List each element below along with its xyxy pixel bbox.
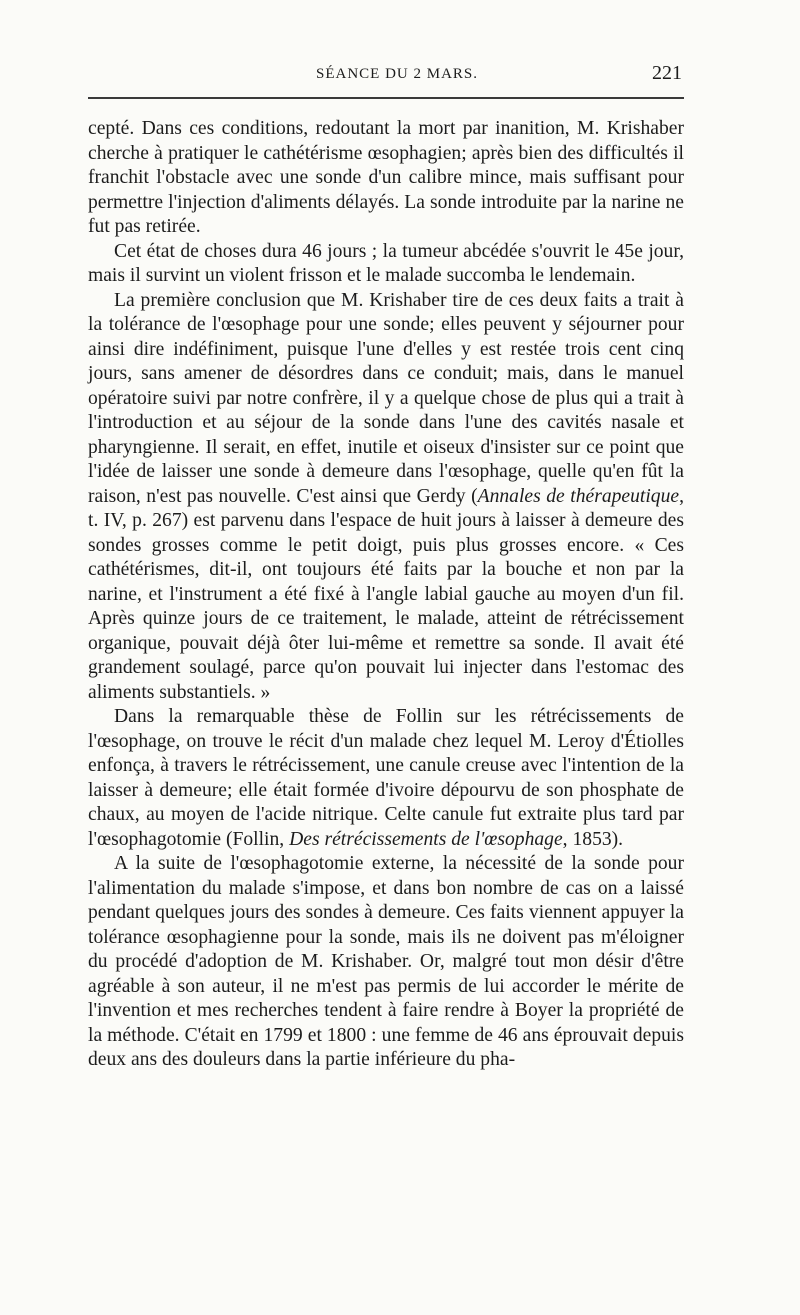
body-text bbox=[88, 117, 684, 1073]
paragraph-1: cepté. Dans ces conditions, redoutant la mort par inanition, M. Krishaber cherche à pratiquer le cathétérisme œsophagien; après bien des difficultés il franchit l'obstacle avec une sonde d'un calibre mince, mais suffisant pour permettre l'injection d'aliments délayés. La sonde introduite par la narine ne fut pas retirée. bbox=[88, 118, 684, 237]
paragraph-4-part-2: , 1853). bbox=[562, 828, 624, 850]
paragraph-4 bbox=[88, 705, 684, 852]
citation-follin: Des rétrécissements de l'œsophage bbox=[289, 828, 563, 850]
paragraph-3-part-1: La première conclusion que M. Krishaber tire de ces deux faits a trait à la tolérance de l'œsophage pour une sonde; elles peuvent y séjourner pour ainsi dire indéfiniment, puisque l'une d'elles y est restée trois cent cinq jours, sans amener de désordres dans ce conduit; mais, dans le manuel opératoire suivi par notre confrère, il y a quelque chose de plus qui a trait à l'introduction et au séjour de la sonde dans l'une des cavités nasale et pharyngienne. Il serait, en effet, inutile et oiseux d'insister sur ce point que l'idée de laisser une sonde à demeure dans l'œsophage, quelle qu'en fût la raison, n'est pas nouvelle. C'est ainsi que Gerdy ( bbox=[88, 289, 684, 507]
paragraph-3 bbox=[88, 289, 684, 706]
paragraph-5: A la suite de l'œsophagotomie externe, la nécessité de la sonde pour l'alimentation du malade s'impose, et dans bon nombre de cas on a laissé pendant quelques jours des sondes à demeure. Ces faits viennent appuyer la tolérance œsophagienne pour la sonde, mais ils ne doivent pas m'éloigner du procédé d'adoption de M. Krishaber. Or, malgré tout mon désir d'être agréable à son auteur, il ne m'est pas permis de lui accorder le mérite de l'invention et mes recherches tendent à faire rendre à Boyer la propriété de la méthode. C'était en 1799 et 1800 : une femme de 46 ans éprouvait depuis deux ans des douleurs dans la partie inférieure du pha- bbox=[88, 853, 684, 1070]
header-rule bbox=[88, 97, 684, 99]
citation-annales: Annales de thérapeutique bbox=[477, 485, 680, 507]
running-title: SÉANCE DU 2 MARS. bbox=[316, 66, 479, 82]
paragraph-4-part-1: Dans la remarquable thèse de Follin sur les rétrécissements de l'œsophage, on trouve le récit d'un malade chez lequel M. Leroy d'Étiolles enfonça, à travers le rétrécissement, une canule creuse avec l'intention de la laisser à demeure; elle était formée d'ivoire dépourvu de son phosphate de chaux, au moyen de l'acide nitrique. Celte canule fut extraite plus tard par l'œsophagotomie (Follin, bbox=[88, 706, 684, 850]
page-header bbox=[88, 62, 684, 92]
paragraph-2: Cet état de choses dura 46 jours ; la tumeur abcédée s'ouvrit le 45e jour, mais il survint un violent frisson et le malade succomba le lendemain. bbox=[88, 240, 684, 286]
paragraph-3-part-2: , t. IV, p. 267) est parvenu dans l'espace de huit jours à laisser à demeure des sondes grosses comme le petit doigt, puis plus grosses encore. « Ces cathétérismes, dit-il, ont toujours été faits par la bouche et non par la narine, et l'instrument a été fixé à l'angle labial gauche au moyen d'un fil. Après quinze jours de ce traitement, le malade, atteint de rétrécissement organique, pouvait déjà ôter lui-même et remettre sa sonde. Il avait été grandement soulagé, parce qu'on pouvait lui injecter dans l'estomac des aliments substantiels. » bbox=[88, 485, 685, 703]
page-number: 221 bbox=[652, 62, 682, 84]
